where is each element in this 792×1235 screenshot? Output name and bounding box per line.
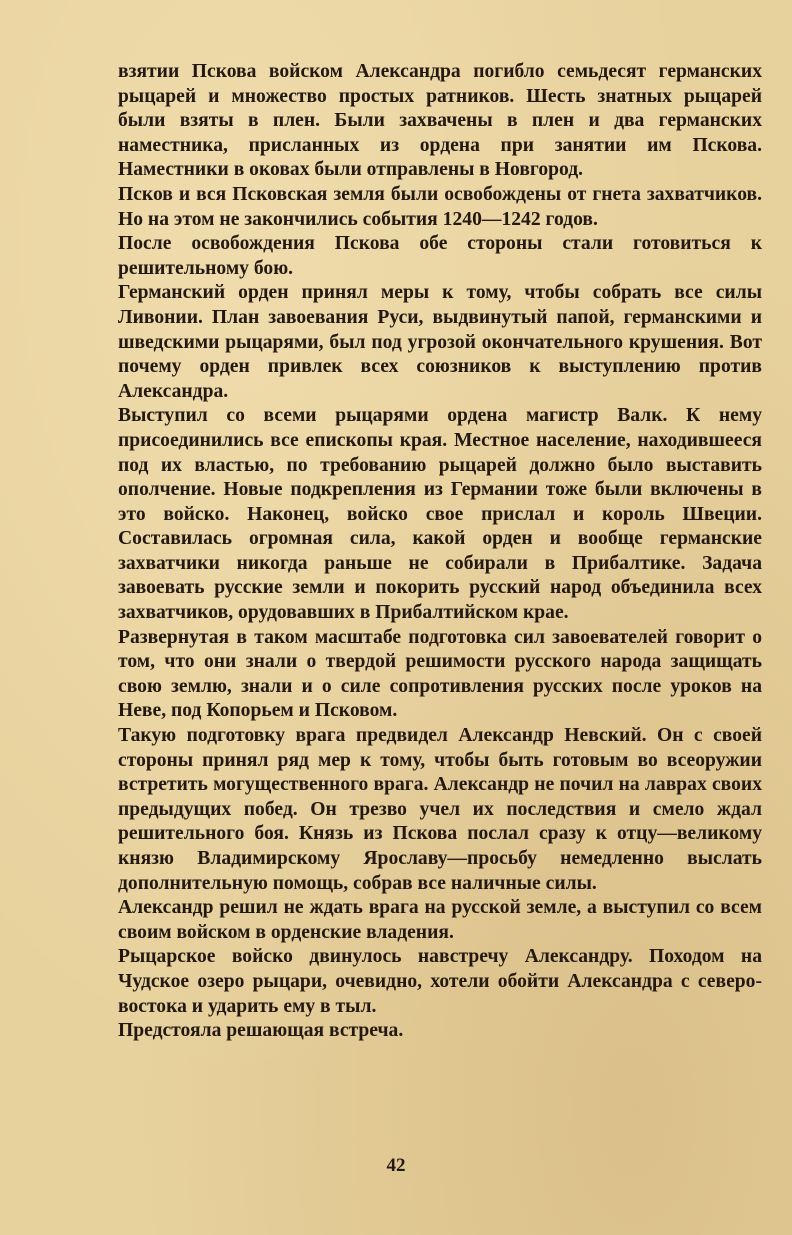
page-number: 42 [386, 1155, 406, 1176]
paragraph-1: взятии Пскова войском Александра погибло семьдесят германских рыцарей и множество простых ратников. Шесть знатных рыцарей были взяты в плен. Были захвачены в плен и два германских наместника, присланных из ордена при занятии им Пскова. Наместники в оковах были отправлены в Новгород. [118, 61, 762, 181]
paragraph-6: Развернутая в таком масштабе подготовка сил завоевателей говорит о том, что они знали о твердой решимости русского народа защищать свою землю, знали и о силе сопротивления русских после уроков на Неве, под Копорьем и Псковом. [118, 626, 762, 722]
paragraph-3: После освобождения Пскова обе стороны стали готовиться к решительному бою. [118, 233, 762, 279]
paragraph-4: Германский орден принял меры к тому, чтобы собрать все силы Ливонии. План завоевания Руси, выдвинутый папой, германскими и шведскими рыцарями, был под угрозой окончательного крушения. Вот почему орден привлек всех союзников к выступлению против Александра. [118, 282, 762, 402]
paragraph-5: Выступил со всеми рыцарями ордена магистр Валк. К нему присоединились все епископы края. Местное население, находившееся под их властью, по требованию рыцарей должно было выставить ополчение. Новые подкрепления из Германии тоже были включены в это войско. Наконец, войско свое прислал и король Швеции. Составилась огромная сила, какой орден и вообще германские захватчики никогда раньше не собирали в Прибалтике. Задача завоевать русские земли и покорить русский народ объединила всех захватчиков, орудовавших в Прибалтийском крае. [118, 405, 762, 624]
paragraph-10: Предстояла решающая встреча. [118, 1020, 404, 1042]
paragraph-7: Такую подготовку врага предвидел Александр Невский. Он с своей стороны принял ряд мер к тому, чтобы быть готовым во всеоружии встретить могущественного врага. Александр не почил на лаврах своих предыдущих побед. Он трезво учел их последствия и смело ждал решительного боя. Князь из Пскова послал сразу к отцу—великому князю Владимирскому Ярославу—просьбу немедленно выслать дополнительную помощь, собрав все наличные силы. [118, 725, 762, 894]
paragraph-9: Рыцарское войско двинулось навстречу Александру. Походом на Чудское озеро рыцари, очевидно, хотели обойти Александра с северо-востока и ударить ему в тыл. [118, 946, 762, 1017]
paragraph-2: Псков и вся Псковская земля были освобождены от гнета захватчиков. Но на этом не закончились события 1240—1242 годов. [118, 183, 762, 230]
paragraph-8: Александр решил не ждать врага на русской земле, а выступил со всем своим войском в орденские владения. [118, 897, 762, 943]
body-text [118, 60, 762, 1044]
